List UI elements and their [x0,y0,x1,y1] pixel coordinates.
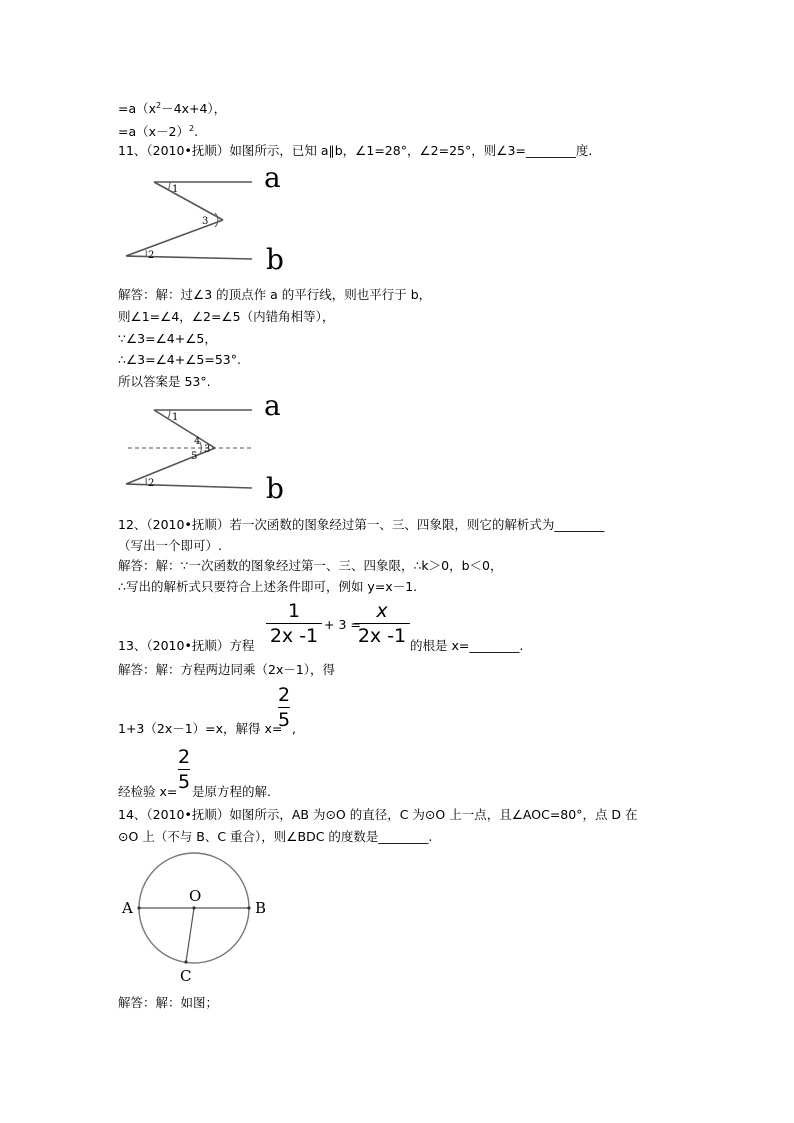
question-13-prefix: 13、（2010•抚顺）方程 [118,638,255,653]
answer-11-line-1: 解答：解：过∠3 的顶点作 a 的平行线，则也平行于 b， [118,287,432,302]
fig11-angle-1: 1 [172,184,179,195]
answer-12-line-2: ∴写出的解析式只要符合上述条件即可，例如 y=x－1. [118,579,418,594]
question-13-suffix: 的根是 x=________. [410,638,524,653]
fig11b-label-b: b [266,472,284,504]
fig11b-angle-3: 3 [204,444,211,455]
two-fifths-fraction-1: 2 5 [278,684,291,731]
question-11: 11、（2010•抚顺）如图所示，已知 a∥b，∠1=28°，∠2=25°，则∠3=________度. [118,143,593,158]
fig14-label-B: B [255,899,267,917]
eq13-fraction-1: 1 2x -1 [266,600,322,647]
fig11-label-a: a [264,165,281,194]
answer-11-line-4: ∴∠3=∠4+∠5=53°. [118,352,241,367]
question-12-line-1: 12、（2010•抚顺）若一次函数的图象经过第一、三、四象限，则它的解析式为________ [118,517,605,532]
fig11b-angle-5: 5 [191,451,198,462]
figure-11 [118,165,298,275]
fig11b-angle-1: 1 [172,412,179,423]
answer-14-line-1: 解答：解：如图； [118,995,219,1010]
question-14-line-1: 14、（2010•抚顺）如图所示，AB 为⊙O 的直径，C 为⊙O 上一点，且∠AOC=80°，点 D 在 [118,807,638,822]
question-14-line-2: ⊙O 上（不与 B、C 重合），则∠BDC 的度数是________. [118,829,433,844]
answer-12-line-1: 解答：解：∵一次函数的图象经过第一、三、四象限，∴k＞0，b＜0， [118,558,503,573]
fig11b-angle-2: 2 [148,478,155,489]
answer-11-line-5: 所以答案是 53°. [118,374,211,389]
figure-11-solution [118,392,298,504]
answer-13-line-1: 解答：解：方程两边同乘（2x－1），得 [118,662,336,677]
question-12-line-2: （写出一个即可）. [118,538,222,553]
answer-13-line-3: 经检验 x= [118,784,178,799]
eq13-plus-three: + 3 = [324,617,361,632]
fig11-angle-2: 2 [148,250,155,261]
line-expand-2: $=a(x-2)^2$. [118,124,199,139]
answer-11-line-2: 则∠1=∠4，∠2=∠5（内错角相等）， [118,309,335,324]
fig11b-angle-4: 4 [194,436,201,447]
figure-14-circle [118,850,278,990]
answer-13-line-2-comma: , [292,721,296,736]
answer-11-line-3: ∵∠3=∠4+∠5， [118,331,217,346]
answer-13-line-3-suffix: 是原方程的解. [192,784,271,799]
fig11b-label-a: a [264,392,281,422]
fig11-angle-3: 3 [202,216,209,227]
fig14-label-C: C [180,967,192,985]
fig11-label-b: b [266,243,284,275]
line-expand-1: $=a(x^2-4x+4)$， [118,101,227,116]
fig14-label-O: O [189,887,202,905]
fig14-label-A: A [122,899,133,917]
answer-13-line-2: 1+3（2x－1）=x，解得 x= [118,721,283,736]
two-fifths-fraction-2: 2 5 [178,746,191,793]
eq13-fraction-2: x 2x -1 [354,600,410,647]
